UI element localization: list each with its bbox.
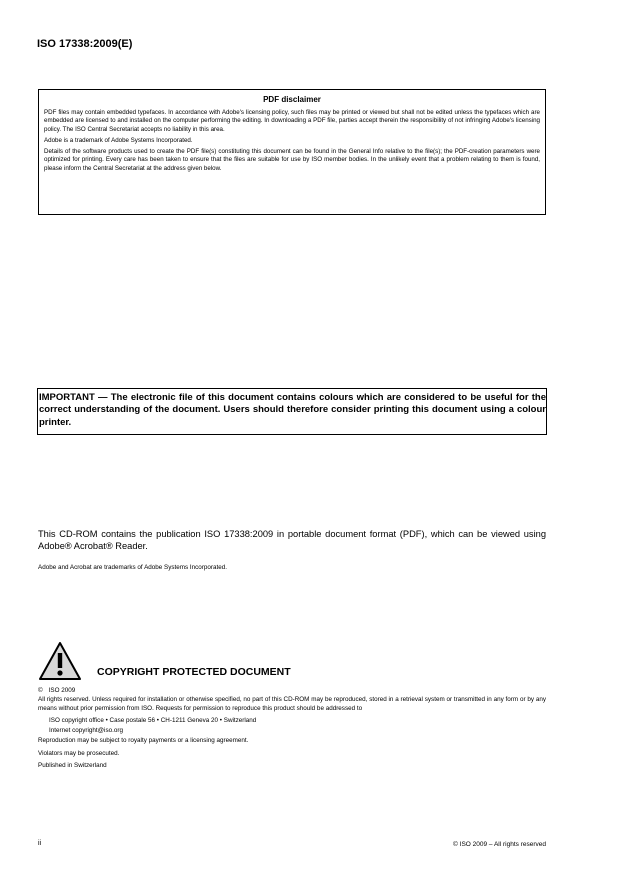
copyright-year: ISO 2009: [48, 687, 76, 694]
internet-line: Internet copyright@iso.org: [49, 727, 123, 735]
copyright-year-line: [38, 687, 546, 695]
copyright-block: [38, 687, 546, 774]
copyright-symbol: ©: [38, 687, 43, 694]
footer-copyright: © ISO 2009 – All rights reserved: [453, 841, 546, 848]
warning-triangle-icon: [38, 641, 82, 681]
important-notice: IMPORTANT — The electronic file of this document contains colours which are considered to be useful for the correct understanding of the document. Users should therefore consider printing this document using a colour printer.: [37, 388, 547, 435]
pdf-disclaimer-box: [38, 89, 546, 215]
trademark-notice: Adobe and Acrobat are trademarks of Adobe Systems Incorporated.: [38, 564, 228, 571]
published-text: Published in Switzerland: [38, 762, 107, 770]
disclaimer-paragraph: Details of the software products used to create the PDF file(s) constituting this document can be found in the General Info relative to the file(s); the PDF-creation parameters were optimized for printing. Every care has been taken to ensure that the files are suitable for use by ISO member bodies. In the unlikely event that a problem relating to them is found, please inform the Central Secretariat at the address given below.: [44, 148, 540, 172]
disclaimer-paragraph: PDF files may contain embedded typefaces. In accordance with Adobe's licensing policy, such files may be printed or viewed but shall not be edited unless the typefaces which are embedded are licensed to and installed on the computer performing the editing. In downloading a PDF file, parties accept therein the responsibility of not infringing Adobe's licensing policy. The ISO Central Secretariat accepts no liability in this area.: [44, 109, 540, 133]
page-number: ii: [38, 840, 42, 847]
document-id: ISO 17338:2009(E): [37, 38, 133, 50]
address-line: ISO copyright office • Case postale 56 • CH-1211 Geneva 20 • Switzerland: [49, 716, 257, 724]
rights-text: All rights reserved. Unless required for installation or otherwise specified, no part of this CD-ROM may be reproduced, stored in a retrieval system or transmitted in any form or by any means without prior permission from ISO. Requests for permission to reproduce this product should be addressed to: [38, 696, 546, 712]
copyright-heading: COPYRIGHT PROTECTED DOCUMENT: [97, 666, 291, 678]
disclaimer-title: PDF disclaimer: [263, 95, 321, 104]
disclaimer-paragraph: Adobe is a trademark of Adobe Systems Incorporated.: [44, 136, 193, 144]
violators-text: Violators may be prosecuted.: [38, 749, 120, 757]
cdrom-description: This CD-ROM contains the publication ISO 17338:2009 in portable document format (PDF), which can be viewed using Adobe® Acrobat® Reader.: [38, 529, 546, 551]
royalty-text: Reproduction may be subject to royalty payments or a licensing agreement.: [38, 737, 249, 745]
